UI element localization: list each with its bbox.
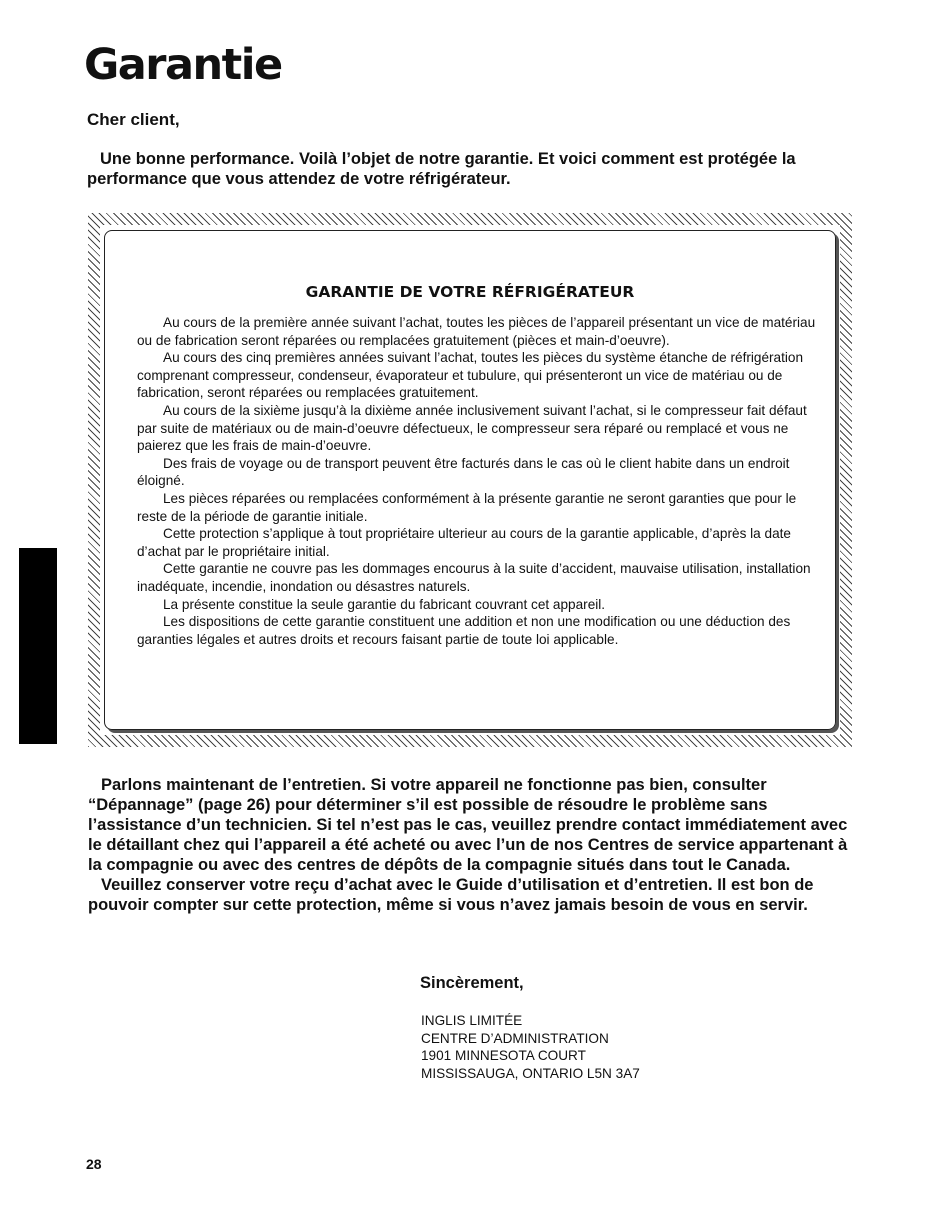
warranty-paragraph: Au cours de la première année suivant l’achat, toutes les pièces de l’appareil présentant un vice de matériau ou de fabrication seront réparées ou remplacées gratuitement (pièces et main-d’oeuvre). xyxy=(137,315,816,348)
address-line: INGLIS LIMITÉE xyxy=(421,1013,523,1028)
address-line: MISSISSAUGA, ONTARIO L5N 3A7 xyxy=(421,1065,640,1081)
salutation: Cher client, xyxy=(87,110,180,129)
warranty-paragraph: La présente constitue la seule garantie du fabricant couvrant cet appareil. xyxy=(163,596,606,612)
company-address xyxy=(421,1012,640,1082)
warranty-paragraph: Au cours des cinq premières années suivant l’achat, toutes les pièces du système étanche de réfrigération comprenant compresseur, condenseur, évaporateur et tubulure, qui présenteront un vice de matériau ou de fabrication, seront réparées ou remplacées gratuitement. xyxy=(137,350,804,401)
address-line: 1901 MINNESOTA COURT xyxy=(421,1048,586,1064)
service-info xyxy=(88,775,853,915)
warranty-paragraph: Les dispositions de cette garantie constituent une addition et non une modification ou une déduction des garanties légales et autres droits et recours faisant partie de toute loi applicable. xyxy=(137,614,791,647)
warranty-paragraph: Au cours de la sixième jusqu’à la dixième année inclusivement suivant l’achat, si le compresseur fait défaut par suite de matériaux ou de main-d’oeuvre défectueux, le compresseur sera réparé ou remplacé et vous ne paierez que les frais de main-d’oeuvre. xyxy=(137,402,807,454)
closing: Sincèrement, xyxy=(420,974,524,992)
warranty-paragraph: Les pièces réparées ou remplacées conformément à la présente garantie ne seront garanties que pour le reste de la période de garantie initiale. xyxy=(137,490,797,524)
service-paragraph: Veuillez conserver votre reçu d’achat avec le Guide d’utilisation et d’entretien. Il est bon de pouvoir compter sur cette protection, même si vous n’avez jamais besoin de vous en servir. xyxy=(88,876,814,914)
warranty-heading: GARANTIE DE VOTRE RÉFRIGÉRATEUR xyxy=(305,283,635,301)
warranty-body xyxy=(137,314,819,648)
page-number: 28 xyxy=(86,1156,102,1172)
warranty-paragraph: Cette garantie ne couvre pas les dommages encourus à la suite d’accident, mauvaise utilisation, installation inadéquate, incendie, inondation ou désastres naturels. xyxy=(137,561,811,594)
service-paragraph: Parlons maintenant de l’entretien. Si votre appareil ne fonctionne pas bien, consulter “Dépannage” (page 26) pour déterminer s’il est possible de résoudre le problème sans l’assistance d’un technicien. Si tel n’est pas le cas, veuillez prendre contact immédiatement avec le détaillant chez qui l’appareil a été acheté ou avec l’un de nos Centres de service appartenant à la compagnie ou avec des centres de dépôts de la compagnie situés dans tout le Canada. xyxy=(88,776,848,874)
address-line: CENTRE D’ADMINISTRATION xyxy=(421,1030,609,1046)
warranty-paragraph: Cette protection s’applique à tout propriétaire ulterieur au cours de la garantie applicable, d’après la date d’achat par le propriétaire initial. xyxy=(137,526,791,559)
page-title: Garantie xyxy=(84,40,282,90)
section-tab-marker xyxy=(19,548,57,744)
warranty-paragraph: Des frais de voyage ou de transport peuvent être facturés dans le cas où le client habite dans un endroit éloigné. xyxy=(137,455,790,489)
intro-text: Une bonne performance. Voilà l’objet de notre garantie. Et voici comment est protégée la performance que vous attendez de votre réfrigérateur. xyxy=(87,150,796,188)
